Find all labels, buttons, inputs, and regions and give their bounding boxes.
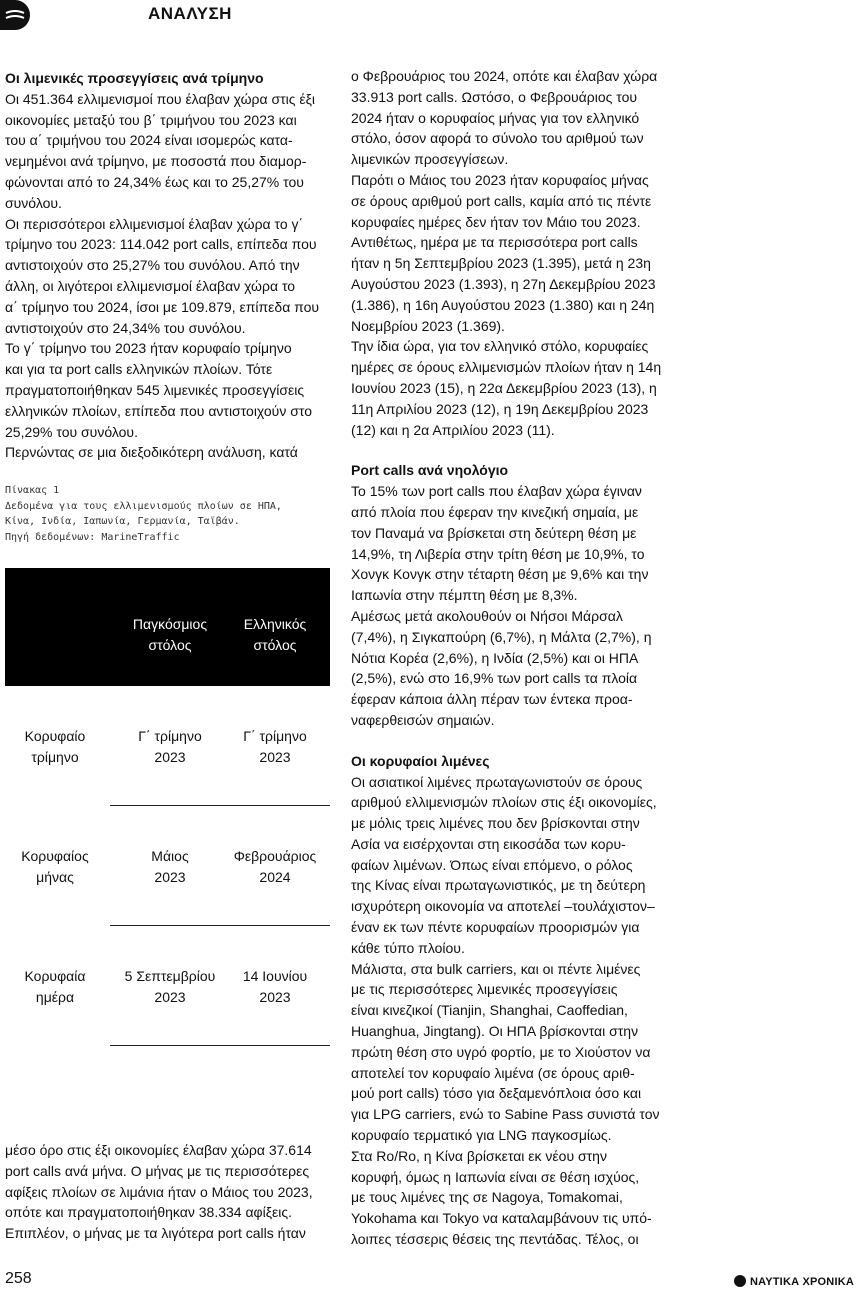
text-line: αντιστοιχούν στο 25,27% του συνόλου. Από την bbox=[5, 257, 300, 274]
section-title: ΑΝΑΛΥΣΗ bbox=[148, 4, 232, 23]
text-line: Οι περισσότεροι ελλιμενισμοί έλαβαν χώρα το γ΄ bbox=[5, 215, 304, 232]
text-line: ήταν η 5η Σεπτεμβρίου 2023 (1.395), μετά η 23η bbox=[351, 255, 651, 272]
cell-line: μήνας bbox=[36, 868, 74, 885]
text-line: οικονομίες μεταξύ του β΄ τριμήνου του 2023 και bbox=[5, 111, 297, 128]
text-line: από πλοία που έφεραν την κινεζική σημαία, με bbox=[351, 503, 639, 520]
text-line: λοιπες τέσσερις θέσεις της πεντάδας. Τέλος, οι bbox=[351, 1231, 639, 1248]
table-caption bbox=[5, 483, 335, 545]
left-column-top bbox=[5, 68, 332, 463]
text-line: Μάλιστα, στα bulk carriers, και οι πέντε λιμένες bbox=[351, 960, 641, 977]
text-line: Παρότι ο Μάιος του 2023 ήταν κορυφαίος μήνας bbox=[351, 171, 649, 188]
text-line: φώνονται από το 24,34% έως και το 25,27% του bbox=[5, 173, 304, 190]
cell-greek bbox=[210, 726, 340, 767]
table-header bbox=[5, 568, 330, 686]
text-line: Yokohama και Tokyo να καταλαμβάνουν τις υπό- bbox=[351, 1210, 652, 1227]
cell-line: 5 Σεπτεμβρίου bbox=[124, 968, 216, 984]
cell-line: 2023 bbox=[259, 748, 291, 765]
cell-greek bbox=[210, 966, 340, 1007]
footer-brand bbox=[734, 1275, 854, 1288]
text-line: μού port calls) τόσο για δεξαμενόπλοια όσο και bbox=[351, 1085, 642, 1102]
text-line: πρώτη θέση στο υγρό φορτίο, με το Χιούστον να bbox=[351, 1043, 651, 1060]
heading-flags: Port calls ανά νηολόγιο bbox=[351, 462, 509, 479]
text-line: κάθε τύπο πλοίου. bbox=[351, 939, 465, 956]
row-label bbox=[5, 846, 105, 887]
header-line: Ελληνικός bbox=[243, 616, 307, 632]
cell-line: Μάιος bbox=[151, 848, 189, 864]
header-line: στόλος bbox=[148, 636, 192, 653]
caption-line: Πηγή δεδομένων: MarineTraffic bbox=[5, 531, 180, 543]
text-line: (2,5%), ενώ στο 16,9% των port calls τα πλοία bbox=[351, 670, 638, 687]
header-greek-fleet bbox=[210, 614, 340, 655]
text-line: ο Φεβρουάριος του 2024, οπότε και έλαβαν χώρα bbox=[351, 68, 658, 84]
text-line: λιμενικών προσεγγίσεων. bbox=[351, 151, 509, 168]
text-line: Περνώντας σε μια διεξοδικότερη ανάλυση, κατά bbox=[5, 444, 298, 461]
data-table bbox=[5, 568, 330, 1005]
text-line: α΄ τρίμηνο του 2024, ίσοι με 109.879, επίπεδα που bbox=[5, 298, 320, 315]
text-line: Huanghua, Jingtang). Οι ΗΠΑ βρίσκονται στην bbox=[351, 1023, 639, 1040]
text-line: αριθμού ελλιμενισμών πλοίων στις έξι οικονομίες, bbox=[351, 794, 657, 811]
text-line: (7,4%), η Σιγκαπούρη (6,7%), η Μάλτα (2,7%), η bbox=[351, 628, 652, 645]
text-line: 14,9%, τη Λιβερία στην τρίτη θέση με 10,9%, το bbox=[351, 545, 645, 562]
text-line: Αυγούστου 2023 (1.393), η 27η Δεκεμβρίου 2023 bbox=[351, 275, 656, 292]
text-line: μέσο όρο στις έξι οικονομίες έλαβαν χώρα 37.614 bbox=[5, 1142, 312, 1158]
text-line: σε όρους αριθμού port calls, καμία από τις πέντε bbox=[351, 192, 652, 209]
text-line: τον Παναμά να βρίσκεται στη δεύτερη θέση με bbox=[351, 524, 637, 541]
cell-line: 2023 bbox=[154, 988, 186, 1005]
text-line: με τους λιμένες της σε Nagoya, Tomakomai, bbox=[351, 1189, 623, 1206]
brand-logo-icon bbox=[734, 1275, 746, 1287]
text-line: Επιπλέον, ο μήνας με τα λιγότερα port calls ήταν bbox=[5, 1225, 306, 1242]
text-line: άλλη, οι λιγότεροι ελλιμενισμοί έλαβαν χώρα το bbox=[5, 277, 296, 294]
text-line: Ιαπωνία στην πέμπτη θέση με 8,3%. bbox=[351, 587, 578, 604]
logo-icon bbox=[0, 0, 30, 30]
header-line: στόλος bbox=[253, 636, 297, 653]
text-line: Το γ΄ τρίμηνο του 2023 ήταν κορυφαίο τρίμηνο bbox=[5, 340, 292, 357]
text-line: κορυφή, όμως η Ιαπωνία είναι σε θέση ισχύος, bbox=[351, 1168, 640, 1185]
text-line: και για τα port calls ελληνικών πλοίων. Τότε bbox=[5, 361, 273, 378]
page-number: 258 bbox=[5, 1270, 32, 1287]
cell-line: 2023 bbox=[259, 988, 291, 1005]
cell-line: ημέρα bbox=[35, 988, 75, 1005]
table-row bbox=[5, 686, 330, 806]
text-line: Ιουνίου 2023 (15), η 22α Δεκεμβρίου 2023 (13), η bbox=[351, 379, 657, 396]
text-line: Χονγκ Κονγκ στην τέταρτη θέση με 9,6% και την bbox=[351, 566, 649, 583]
table-row bbox=[5, 806, 330, 926]
row-label bbox=[5, 966, 105, 1007]
text-line: στόλο, όσον αφορά το σύνολο του αριθμού των bbox=[351, 130, 644, 147]
cell-line: Γ΄ τρίμηνο bbox=[243, 728, 307, 744]
text-line: με μόλις τρεις λιμένες που δεν βρίσκονται στην bbox=[351, 815, 640, 832]
text-line: νεμημένοι ανά τρίμηνο, με ποσοστά που διαμορ- bbox=[5, 153, 307, 170]
text-line: port calls ανά μήνα. Ο μήνας με τις περισσότερες bbox=[5, 1162, 310, 1179]
text-line: Στα Ro/Ro, η Κίνα βρίσκεται εκ νέου στην bbox=[351, 1147, 607, 1164]
text-line: φαίων λιμένων. Όπως είναι επόμενο, ο ρόλος bbox=[351, 856, 633, 873]
text-line: ναφερθεισών σημαιών. bbox=[351, 711, 495, 728]
header-line: Παγκόσμιος bbox=[132, 616, 208, 632]
text-line: συνόλου. bbox=[5, 194, 62, 211]
text-line: ημέρες σε όρους ελλιμενισμών πλοίων ήταν η 14η bbox=[351, 359, 662, 376]
cell-line: Φεβρουάριος bbox=[233, 848, 317, 864]
left-column-bottom bbox=[5, 1140, 333, 1244]
caption-line: Κίνα, Ινδία, Ιαπωνία, Γερμανία, Ταϊβάν. bbox=[5, 516, 240, 527]
text-line: κορυφαίες ημέρες δεν ήταν τον Μάιο του 2023. bbox=[351, 213, 641, 230]
text-line: 25,29% του συνόλου. bbox=[5, 423, 138, 440]
text-line: 2024 ήταν ο κορυφαίος μήνας για τον ελληνικό bbox=[351, 109, 640, 126]
text-line: του α΄ τριμήνου του 2024 είναι ισομερώς κατα- bbox=[5, 132, 293, 149]
text-line: είναι κινεζικοί (Tianjin, Shanghai, Caoffedian, bbox=[351, 1002, 628, 1019]
text-line: πραγματοποιήθηκαν 545 λιμενικές προσεγγίσεις bbox=[5, 381, 305, 398]
text-line: έφεραν κάποια άλλη πέραν των έντεκα προα- bbox=[351, 691, 633, 708]
text-line: αποτελεί τον κορυφαίο λιμένα (σε όρους αριθ- bbox=[351, 1064, 635, 1081]
text-line: Οι ασιατικοί λιμένες πρωταγωνιστούν σε όρους bbox=[351, 773, 643, 790]
cell-line: 2024 bbox=[259, 868, 291, 885]
text-line: Αμέσως μετά ακολουθούν οι Νήσοι Μάρσαλ bbox=[351, 607, 623, 624]
heading-quarterly: Οι λιμενικές προσεγγίσεις ανά τρίμηνο bbox=[5, 70, 264, 86]
cell-line: τρίμηνο bbox=[31, 748, 79, 765]
text-line: Ασία να εισέρχονται στη εικοσάδα των κορυ- bbox=[351, 835, 626, 852]
text-line: 11η Απριλίου 2023 (12), η 19η Δεκεμβρίου 2023 bbox=[351, 400, 649, 417]
text-line: Νότια Κορέα (2,6%), η Ινδία (2,5%) και οι ΗΠΑ bbox=[351, 649, 639, 666]
cell-line: Κορυφαίος bbox=[21, 848, 89, 864]
text-line: Το 15% των port calls που έλαβαν χώρα έγιναν bbox=[351, 483, 642, 500]
text-line: Οι 451.364 ελλιμενισμοί που έλαβαν χώρα στις έξι bbox=[5, 90, 315, 107]
text-line: 33.913 port calls. Ωστόσο, ο Φεβρουάριος του bbox=[351, 88, 638, 105]
text-line: Την ίδια ώρα, για τον ελληνικό στόλο, κορυφαίες bbox=[351, 338, 649, 355]
cell-line: 2023 bbox=[154, 748, 186, 765]
cell-line: 2023 bbox=[154, 868, 186, 885]
heading-top-ports: Οι κορυφαίοι λιμένες bbox=[351, 752, 490, 769]
right-column bbox=[351, 66, 683, 1250]
text-line: Νοεμβρίου 2023 (1.369). bbox=[351, 317, 505, 334]
cell-greek bbox=[210, 846, 340, 887]
text-line: ισχυρότερη οικονομία να αποτελεί –τουλάχιστον– bbox=[351, 898, 655, 915]
text-line: κορυφαίο τερματικό για LNG παγκοσμίως. bbox=[351, 1127, 612, 1144]
cell-line: 14 Ιουνίου bbox=[242, 968, 308, 984]
row-divider bbox=[110, 1045, 330, 1046]
text-line: αντιστοιχούν στο 24,34% του συνόλου. bbox=[5, 319, 246, 336]
caption-line: Πίνακας 1 bbox=[5, 485, 60, 496]
text-line: με τις περισσότερες λιμενικές προσεγγίσεις bbox=[351, 981, 618, 998]
row-label bbox=[5, 726, 105, 767]
text-line: για LPG carriers, ενώ το Sabine Pass συνιστά τον bbox=[351, 1106, 660, 1123]
text-line: (1.386), η 16η Αυγούστου 2023 (1.380) και η 24η bbox=[351, 296, 655, 313]
caption-line: Δεδομένα για τους ελλιμενισμούς πλοίων σε ΗΠΑ, bbox=[5, 500, 282, 512]
text-line: της Κίνας είναι πρωταγωνιστικός, με τη δεύτερη bbox=[351, 877, 646, 894]
table-row bbox=[5, 926, 330, 1046]
text-line: (12) και η 2α Απριλίου 2023 (11). bbox=[351, 421, 555, 438]
cell-line: Γ΄ τρίμηνο bbox=[138, 728, 202, 744]
text-line: ελληνικών πλοίων, επίπεδα που αντιστοιχούν στο bbox=[5, 402, 312, 419]
text-line: έναν εκ των πέντε κορυφαίων προορισμών για bbox=[351, 919, 640, 936]
text-line: τρίμηνο του 2023: 114.042 port calls, επίπεδα που bbox=[5, 236, 317, 253]
cell-line: Κορυφαίο bbox=[24, 728, 86, 744]
brand-name: ΝΑΥΤΙΚΑ ΧΡΟΝΙΚΑ bbox=[749, 1276, 854, 1288]
text-line: Αντιθέτως, ημέρα με τα περισσότερα port calls bbox=[351, 234, 638, 251]
text-line: οπότε και πραγματοποιήθηκαν 38.334 αφίξεις. bbox=[5, 1204, 292, 1221]
cell-line: Κορυφαία bbox=[24, 968, 86, 984]
text-line: αφίξεις πλοίων σε λιμάνια ήταν ο Μάιος του 2023, bbox=[5, 1183, 313, 1200]
